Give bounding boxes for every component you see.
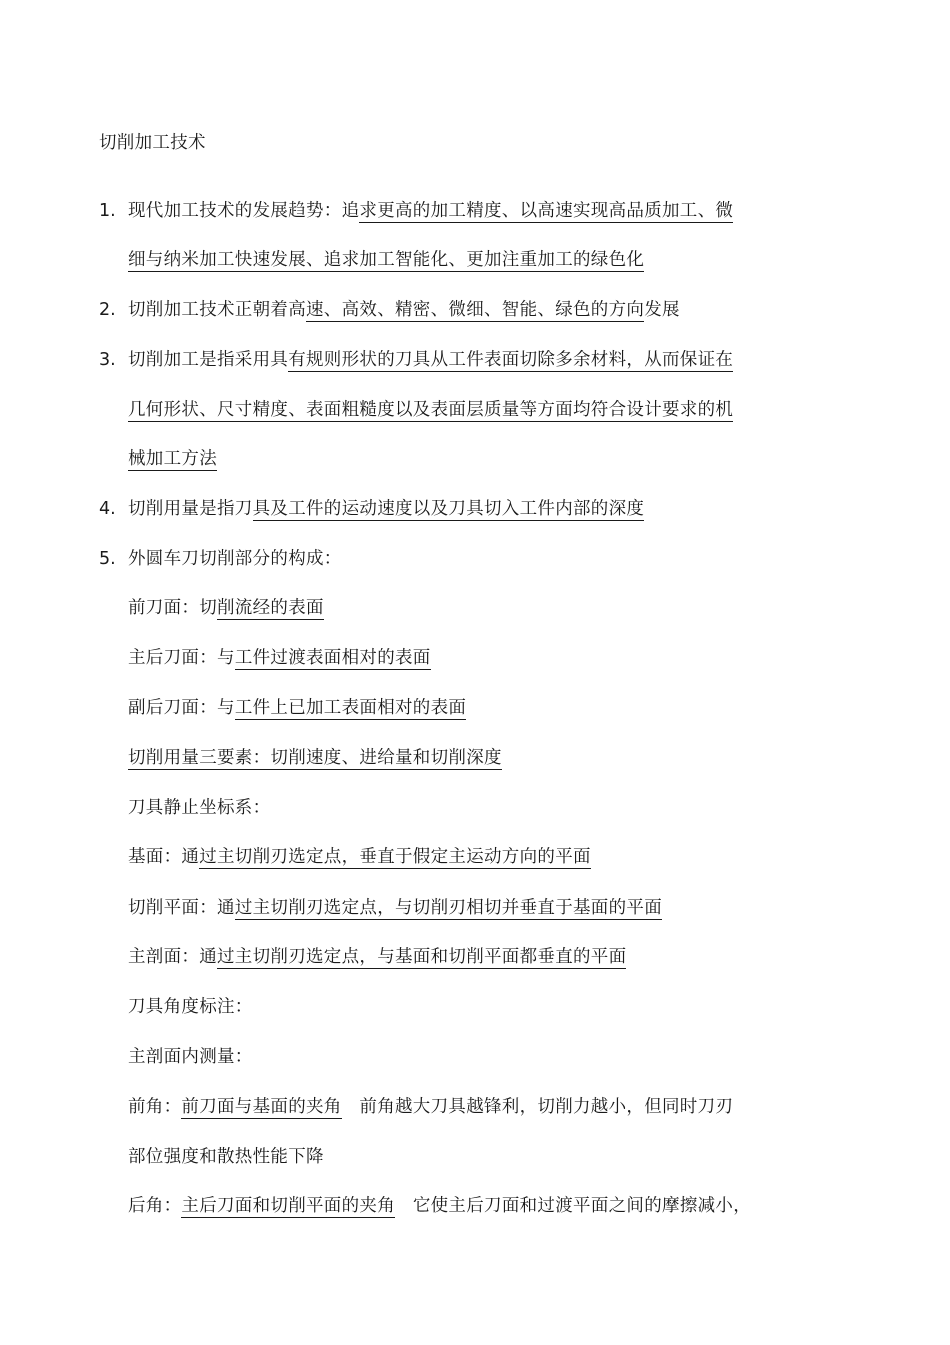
- item-number: 5.: [99, 549, 116, 569]
- item-number: 1.: [99, 201, 116, 221]
- plain-text: 切削平面：通: [128, 898, 235, 918]
- plain-text: 刀具角度标注：: [128, 997, 253, 1017]
- tail-text: 前角越大刀具越锋利，切削力越小，但同时刀刃: [341, 1097, 734, 1117]
- item-number: 4.: [99, 499, 116, 519]
- text-line: [128, 795, 270, 821]
- plain-text: 刀具静止坐标系：: [128, 798, 271, 818]
- underlined-text: 切削用量三要素：切削速度、进给量和切削深度: [128, 748, 502, 768]
- plain-text: 切削加工技术正朝着高: [128, 300, 306, 320]
- plain-text: 现代加工技术的发展趋势：追: [128, 201, 360, 221]
- underlined-text: 细与纳米加工快速发展、追求加工智能化、更加注重加工的绿色化: [128, 250, 645, 270]
- underlined-text: 主后刀面和切削平面的夹角: [181, 1196, 396, 1216]
- text-line: [128, 645, 431, 671]
- text-line: [128, 446, 217, 472]
- text-line: [128, 397, 733, 423]
- text-line: [128, 1094, 733, 1120]
- plain-text: 后角：: [128, 1196, 182, 1216]
- plain-text: 主剖面内测量：: [128, 1047, 253, 1067]
- underlined-text: 过主切削刃选定点，垂直于假定主运动方向的平面: [199, 847, 591, 867]
- underlined-text: 过主切削刃选定点，与切削刃相切并垂直于基面的平面: [234, 898, 663, 918]
- text-line: [128, 745, 502, 771]
- text-line: [128, 695, 466, 721]
- underlined-text: 速、高效、精密、微细、智能、绿色的方向: [306, 300, 645, 320]
- text-line: [128, 895, 662, 921]
- text-line: [128, 1044, 253, 1070]
- item-number: 3.: [99, 350, 116, 370]
- text-line: [128, 247, 644, 273]
- text-line: [128, 198, 733, 224]
- item-number: 2.: [99, 300, 116, 320]
- plain-text: 前角：: [128, 1097, 182, 1117]
- text-line: [128, 1144, 324, 1170]
- plain-text: 外圆车刀切削部分的构成：: [128, 549, 342, 569]
- plain-text: 切削加工是指采用具: [128, 350, 289, 370]
- text-line: [128, 944, 626, 970]
- underlined-text: 前刀面与基面的夹角: [181, 1097, 342, 1117]
- text-line: [128, 994, 253, 1020]
- underlined-text: 工件过渡表面相对的表面: [234, 648, 431, 668]
- underlined-text: 有规则形状的刀具从工件表面切除多余材料，从而保证在: [288, 350, 734, 370]
- plain-text: 主后刀面：与: [128, 648, 235, 668]
- text-line: [128, 347, 733, 373]
- plain-text: 主剖面：通: [128, 947, 217, 967]
- plain-text: 切削用量是指刀: [128, 499, 253, 519]
- page-title: 切削加工技术: [99, 133, 206, 153]
- text-line: [128, 496, 644, 522]
- underlined-text: 求更高的加工精度、以高速实现高品质加工、微: [359, 201, 734, 221]
- underlined-text: 工件上已加工表面相对的表面: [234, 698, 467, 718]
- plain-text: 前刀面：切: [128, 598, 217, 618]
- plain-text: 部位强度和散热性能下降: [128, 1147, 324, 1167]
- text-line: [128, 1193, 751, 1219]
- underlined-text: 削流经的表面: [217, 598, 324, 618]
- underlined-text: 过主切削刃选定点，与基面和切削平面都垂直的平面: [217, 947, 627, 967]
- text-line: [128, 297, 680, 323]
- underlined-text: 具及工件的运动速度以及刀具切入工件内部的深度: [252, 499, 645, 519]
- plain-text: 基面：通: [128, 847, 200, 867]
- tail-text: 它使主后刀面和过渡平面之间的摩擦减小，: [395, 1196, 752, 1216]
- plain-text: 副后刀面：与: [128, 698, 235, 718]
- tail-text: 发展: [644, 300, 680, 320]
- text-line: [128, 844, 591, 870]
- underlined-text: 械加工方法: [128, 449, 217, 469]
- text-line: [128, 546, 342, 572]
- text-line: [128, 595, 324, 621]
- underlined-text: 几何形状、尺寸精度、表面粗糙度以及表面层质量等方面均符合设计要求的机: [128, 400, 734, 420]
